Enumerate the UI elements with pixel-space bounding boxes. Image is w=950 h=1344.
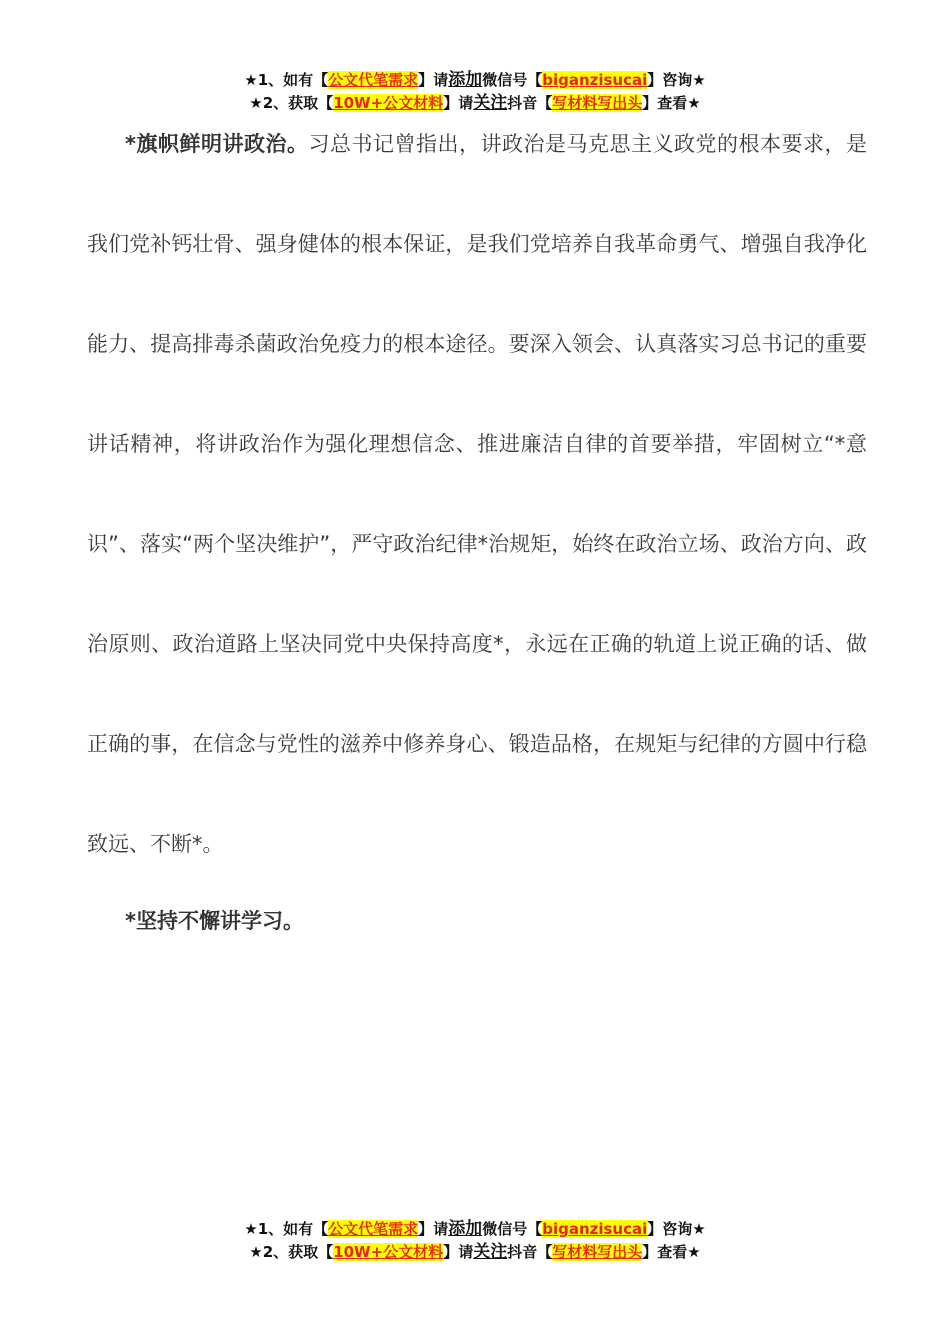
- section-heading-2: *坚持不懈讲学习。: [125, 909, 304, 933]
- ad-text: 抖音【: [507, 1243, 553, 1261]
- body-paragraph-1: [87, 94, 867, 894]
- footer-ad-line-1: [0, 1218, 950, 1241]
- ad-text: 】咨询★: [647, 71, 706, 89]
- ad-emphasis-follow: 关注: [473, 1242, 508, 1262]
- ad-text: ★2、获取【: [249, 94, 334, 112]
- ad-emphasis-follow: 关注: [473, 93, 508, 113]
- ad-text: 】请: [443, 94, 474, 112]
- ad-text: 】查看★: [642, 94, 701, 112]
- ad-highlight-materials: 10W+公文材料: [333, 94, 444, 112]
- ad-emphasis-add: 添加: [448, 1219, 483, 1239]
- ad-text: 】查看★: [642, 1243, 701, 1261]
- footer-ad-banner: [0, 1218, 950, 1264]
- ad-text: 微信号【: [482, 71, 543, 89]
- ad-text: 微信号【: [482, 1220, 543, 1238]
- footer-ad-line-2: [0, 1241, 950, 1264]
- ad-text: 】请: [418, 1220, 449, 1238]
- ad-text: ★1、如有【: [244, 71, 329, 89]
- ad-text: 】请: [418, 71, 449, 89]
- ad-text: 】请: [443, 1243, 474, 1261]
- ad-text: 】咨询★: [647, 1220, 706, 1238]
- ad-highlight-wechat-id: biganzisucai: [542, 71, 648, 89]
- ad-highlight-service: 公文代笔需求: [328, 71, 419, 89]
- header-ad-line-1: [0, 69, 950, 92]
- ad-highlight-douyin-id: 写材料写出头: [552, 1243, 643, 1261]
- ad-text: 抖音【: [507, 94, 553, 112]
- paragraph-lead-heading: *旗帜鲜明讲政治。: [125, 132, 309, 156]
- ad-highlight-douyin-id: 写材料写出头: [552, 94, 643, 112]
- ad-highlight-service: 公文代笔需求: [328, 1220, 419, 1238]
- ad-highlight-wechat-id: biganzisucai: [542, 1220, 648, 1238]
- ad-text: ★1、如有【: [244, 1220, 329, 1238]
- ad-text: ★2、获取【: [249, 1243, 334, 1261]
- paragraph-body-text: 习总书记曾指出，讲政治是马克思主义政党的根本要求，是我们党补钙壮骨、强身健体的根本保证，是我们党培养自我革命勇气、增强自我净化能力、提高排毒杀菌政治免疫力的根本途径。要深入领会、认真落实习总书记的重要讲话精神，将讲政治作为强化理想信念、推进廉洁自律的首要举措，牢固树立“*意识”、落实“两个坚决维护”，严守政治纪律*治规矩，始终在政治立场、政治方向、政治原则、政治道路上坚决同党中央保持高度*，永远在正确的轨道上说正确的话、做正确的事，在信念与党性的滋养中修养身心、锻造品格，在规矩与纪律的方圆中行稳致远、不断*。: [87, 132, 868, 856]
- ad-highlight-materials: 10W+公文材料: [333, 1243, 444, 1261]
- ad-emphasis-add: 添加: [448, 70, 483, 90]
